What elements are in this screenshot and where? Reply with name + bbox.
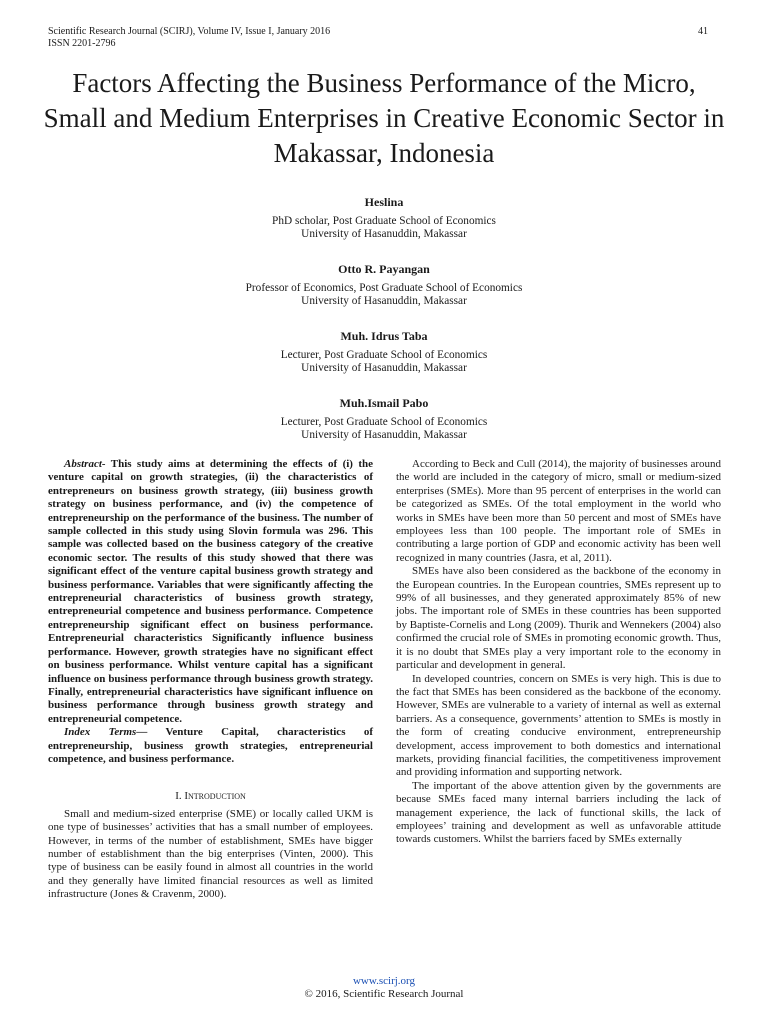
copyright: © 2016, Scientific Research Journal [304,988,464,1000]
author-name: Muh.Ismail Pabo [339,396,429,410]
author-name: Heslina [364,195,404,209]
page-footer [0,975,768,1001]
abstract [48,458,373,726]
right-column [396,458,721,847]
abstract-label: Abstract- [64,458,106,470]
author-block [0,397,768,442]
paragraph: According to Beck and Cull (2014), the majority of businesses around the world are included in the category of micro, small or medium-sized enterprises (SMEs). More than 95 percent of enterprises in the world can be categorized as SMEs. Of the total employment in the world who works in SMEs have been more than 50 percent and most of SMEs have employees less than 100 people. The important role of SMEs in contributing a large portion of GDP and economic activity has been well recognized in many countries (Jasra, et al, 2011). [396,458,721,564]
paper-title: Factors Affecting the Business Performance of the Micro, Small and Medium Enterprises in Creative Economic Sector in Makassar, Indonesia [43,68,725,168]
index-terms-label: Index Terms— [64,726,148,739]
page-number: 41 [698,26,708,37]
paragraph: SMEs have also been considered as the backbone of the economy in the European countries. In the European countries, SMEs represent up to 99% of all businesses, and they generated approximately 85% of new jobs. The important role of SMEs in these countries has been supported by Baptiste-Cornelis and Long (2009). Thurik and Wennekers (2004) also confirmed the crucial role of SMEs in promoting economic growth. Thus, it is no doubt that SMEs play a very important role to the economy in particular and development in general. [396,565,721,672]
author-name: Otto R. Payangan [338,262,430,276]
paragraph: The important of the above attention given by the governments are because SMEs faced many internal barriers including the lack of management experience, the lack of functional skills, the lack of employees’ training and development as well as unfavorable attitude towards customers. Whilst the barriers faced by SMEs externally [396,779,721,846]
journal-url-link[interactable]: www.scirj.org [352,975,416,987]
section-heading: I. Introduction [175,790,246,803]
abstract-text: This study aims at determining the effects of (i) the venture capital on growth strategies, (ii) the characteristics of entrepreneurs on business growth strategy, (iii) business growth strategy on business performance, and (iv) the competence of entrepreneurship on the performance of the business. The number of sample collected in this study using Slovin formula was 296. This sample was collected based on the business category of the creative economic sector. The results of this study showed that there was significant effect of the venture capital business growth strategy and business performance. Variables that were significantly affecting the entrepreneurial characteristics of business growth strategy, entrepreneurial competence and business performance. Competence entrepreneurship significant effect on business performance. Entrepreneurial characteristics Significantly influence business performance. However, growth strategies have no significant effect on business performance. Whilst venture capital has a significant influence on business performance through business growth strategy. Finally, entrepreneurial characteristics have significant influence on business performance through business growth strategy and entrepreneurial competence. [48,458,373,725]
journal-citation: Scientific Research Journal (SCIRJ), Volume IV, Issue I, January 2016 [48,26,331,37]
author-affiliation: Professor of Economics, Post Graduate School of Economics [245,282,523,294]
author-institution: University of Hasanuddin, Makassar [301,228,467,240]
index-terms-text: Venture Capital, characteristics of entrepreneurship, business growth strategies, entrepreneurial competence, and business performance. [48,726,373,765]
author-block [0,330,768,375]
author-affiliation: PhD scholar, Post Graduate School of Economics [272,215,496,227]
author-institution: University of Hasanuddin, Makassar [301,362,467,374]
author-institution: University of Hasanuddin, Makassar [301,429,467,441]
index-terms [48,726,373,766]
issn: ISSN 2201-2796 [48,38,116,49]
author-affiliation: Lecturer, Post Graduate School of Economics [280,416,488,428]
paragraph: In developed countries, concern on SMEs is very high. This is due to the fact that SMEs has been considered as the backbone of the economy. However, SMEs are vulnerable to a variety of internal as well as external barriers. As a consequence, governments’ attention to SMEs is mostly in the form of creating conducive environment, entrepreneurship development, access improvement to both domestics and international markets, providing financial facilities, the competitiveness improvement and providing information and supporting network. [396,672,721,779]
author-institution: University of Hasanuddin, Makassar [301,295,467,307]
author-block [0,263,768,308]
paragraph: Small and medium-sized enterprise (SME) or locally called UKM is one type of businesses’ activities that has a small number of employees. However, in terms of the number of establishment, SMEs have bigger number of establishment than the big enterprises (Vinten, 2000). This type of business can be easily found in almost all countries in the world and they generally have limited financial resources as well as limited infrastructure (Jones & Cravenm, 2000). [48,807,373,901]
author-name: Muh. Idrus Taba [340,329,428,343]
running-header [48,26,330,50]
author-block [0,196,768,241]
author-affiliation: Lecturer, Post Graduate School of Economics [280,349,488,361]
left-column [48,458,373,902]
